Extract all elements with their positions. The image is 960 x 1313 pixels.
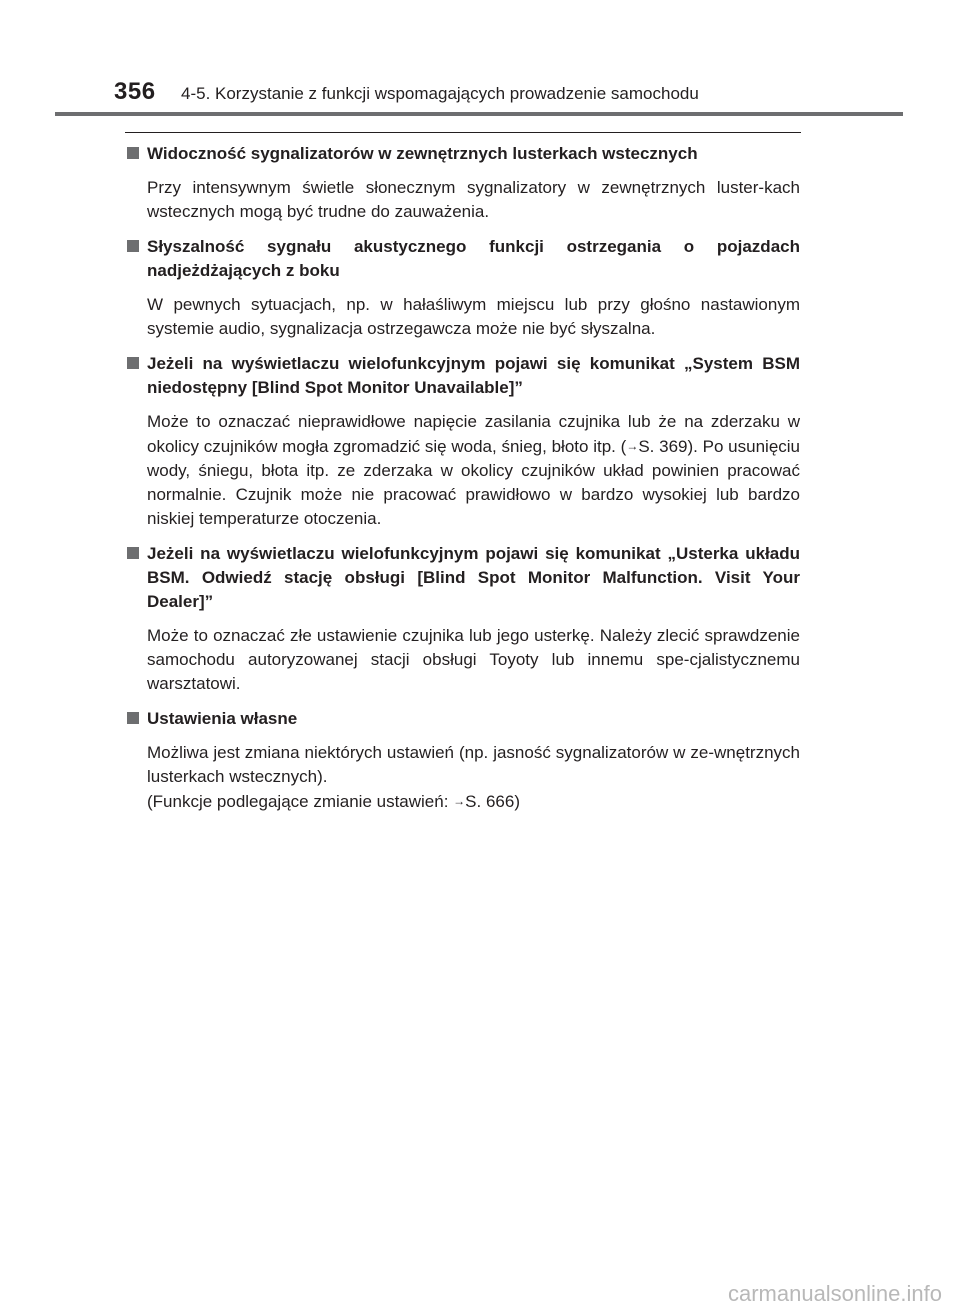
- body-line: [147, 789, 800, 814]
- body-text: ). Po usunięciu wody, śniegu, błota itp. ze zderzaka w okolicy czujników układ powinien pracować normalnie. Czujnik może nie pracować prawidłowo w bardzo wysokiej lub bardzo niskiej temperaturze otoczenia.: [147, 437, 801, 528]
- square-bullet-icon: [127, 147, 139, 159]
- reference-arrow-icon: →: [626, 439, 639, 453]
- section-bsm-malfunction: [125, 542, 800, 696]
- section-heading-text: Widoczność sygnalizatorów w zewnętrznych lusterkach wstecznych: [147, 144, 698, 163]
- square-bullet-icon: [127, 547, 139, 559]
- square-bullet-icon: [127, 357, 139, 369]
- page-number: 356: [114, 78, 156, 105]
- section-heading-text: Ustawienia własne: [147, 709, 298, 728]
- page-header: [0, 0, 960, 120]
- section-body: [125, 741, 800, 814]
- content-divider: [125, 132, 801, 133]
- section-warning-buzzer-audibility: [125, 235, 800, 341]
- chapter-title: 4-5. Korzystanie z funkcji wspomagających prowadzenie samochodu: [181, 84, 699, 103]
- section-body: [125, 410, 800, 531]
- section-heading: [125, 235, 800, 283]
- square-bullet-icon: [127, 240, 139, 252]
- section-body: Może to oznaczać złe ustawienie czujnika lub jego usterkę. Należy zlecić sprawdzenie samochodu autoryzowanej stacji obsługi Toyoty lub innemu spe-cjalistycznemu warsztatowi.: [147, 626, 800, 693]
- page-content: [125, 142, 800, 825]
- section-body: W pewnych sytuacjach, np. w hałaśliwym miejscu lub przy głośno nastawionym systemie audio, sygnalizacja ostrzegawcza może nie być słyszalna.: [147, 295, 800, 338]
- section-heading-text: Słyszalność sygnału akustycznego funkcji ostrzegania o pojazdach nadjeżdżających z boku: [147, 237, 800, 280]
- body-text: (Funkcje podlegające zmianie ustawień:: [147, 792, 454, 811]
- watermark: carmanualsonline.info: [727, 1281, 942, 1306]
- section-bsm-unavailable: [125, 352, 800, 531]
- page-reference-link[interactable]: S. 369: [638, 437, 688, 456]
- section-body: Przy intensywnym świetle słonecznym sygnalizatory w zewnętrznych luster-kach wstecznych mogą być trudne do zauważenia.: [147, 178, 800, 221]
- square-bullet-icon: [127, 712, 139, 724]
- section-heading: [125, 352, 800, 400]
- section-heading: [125, 542, 800, 614]
- section-mirror-indicator-visibility: [125, 142, 800, 224]
- body-text: Możliwa jest zmiana niektórych ustawień (np. jasność sygnalizatorów w ze-wnętrznych lusterkach wstecznych).: [147, 743, 800, 786]
- header-rule: [55, 112, 903, 116]
- section-heading-text: Jeżeli na wyświetlaczu wielofunkcyjnym pojawi się komunikat „System BSM niedostępny [Blind Spot Monitor Unavailable]”: [147, 354, 800, 397]
- section-heading: [125, 142, 800, 166]
- section-heading-text: Jeżeli na wyświetlaczu wielofunkcyjnym pojawi się komunikat „Usterka układu BSM. Odwiedź stację obsługi [Blind Spot Monitor Malfunction. Visit Your Dealer]”: [147, 544, 800, 611]
- body-text: ): [514, 792, 520, 811]
- body-text: Może to oznaczać nieprawidłowe napięcie zasilania czujnika lub że na zderzaku w okolicy czujników mogła zgromadzić się woda, śnieg, błoto itp. (: [147, 412, 800, 456]
- reference-arrow-icon: →: [453, 794, 466, 808]
- section-heading: [125, 707, 800, 731]
- section-customization: [125, 707, 800, 814]
- page-reference-link[interactable]: S. 666: [465, 792, 515, 811]
